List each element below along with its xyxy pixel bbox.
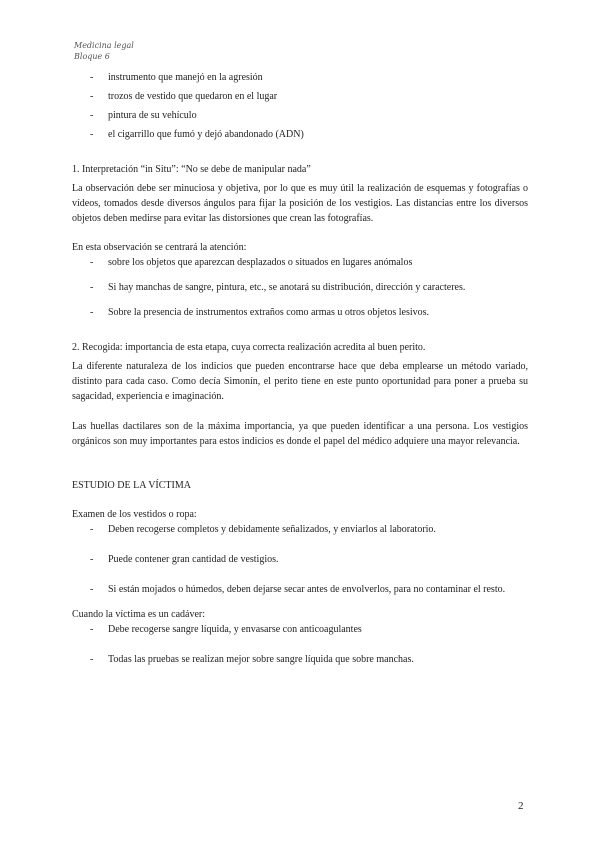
- list-item: - trozos de vestido que quedaron en el lugar: [72, 89, 528, 104]
- list-item: - Sobre la presencia de instrumentos extraños como armas u otros objetos lesivos.: [72, 305, 528, 320]
- list-intro: Examen de los vestidos o ropa:: [72, 509, 197, 520]
- list-item: - el cigarrillo que fumó y dejó abandonado (ADN): [72, 127, 528, 142]
- list-item: - Debe recogerse sangre líquida, y envasarse con anticoagulantes: [72, 622, 528, 637]
- header-subject: Medicina legal: [74, 41, 134, 50]
- page-number: 2: [518, 800, 524, 812]
- list-item: - instrumento que manejó en la agresión: [72, 70, 528, 85]
- list-intro: Cuando la víctima es un cadáver:: [72, 609, 206, 620]
- section-heading: 2. Recogida: importancia de esta etapa, cuya correcta realización acredita al buen perito.: [72, 342, 426, 353]
- list-intro: En esta observación se centrará la atención:: [72, 242, 247, 253]
- header-block: Bloque 6: [74, 52, 110, 61]
- section-heading: 1. Interpretación “in Situ”: “No se debe de manipular nada”: [72, 164, 311, 175]
- paragraph: Las huellas dactilares son de la máxima importancia, ya que pueden identificar a una persona. Los vestigios orgánicos son muy importantes para estos indicios es donde el papel del médico adquiere una mayor relevancia.: [72, 421, 528, 447]
- list-item: - Deben recogerse completos y debidamente señalizados, y enviarlos al laboratorio.: [72, 522, 528, 537]
- list-item: - pintura de su vehículo: [72, 108, 528, 123]
- paragraph: La diferente naturaleza de los indicios que pueden encontrarse hace que deba emplearse un método variado, distinto para cada caso. Como decía Simonín, el perito tiene en este punto oportunidad para poner a prueba su sagacidad, experiencia e imaginación.: [72, 361, 528, 402]
- running-header: [74, 40, 134, 62]
- list-item: - Todas las pruebas se realizan mejor sobre sangre líquida que sobre manchas.: [72, 652, 528, 667]
- list-item: - Si hay manchas de sangre, pintura, etc., se anotará su distribución, dirección y caracteres.: [72, 280, 528, 295]
- paragraph: La observación debe ser minuciosa y objetiva, por lo que es muy útil la realización de esquemas y fotografías o vídeos, tomados desde diversos ángulos para fijar la posición de los vestigios. Las distancias entre los diversos objetos deben medirse para evitar las distorsiones que crean las fotografías.: [72, 183, 528, 224]
- page-content: [72, 70, 528, 667]
- list-item: - Puede contener gran cantidad de vestigios.: [72, 552, 528, 567]
- intro-list: [72, 70, 528, 142]
- clothes-list: [72, 522, 528, 597]
- list-item: - Si están mojados o húmedos, deben dejarse secar antes de envolverlos, para no contaminar el resto.: [72, 582, 528, 597]
- observation-list: [72, 255, 528, 320]
- corpse-list: [72, 622, 528, 667]
- list-item: - sobre los objetos que aparezcan desplazados o situados en lugares anómalos: [72, 255, 528, 270]
- section-title: ESTUDIO DE LA VÍCTIMA: [72, 480, 191, 491]
